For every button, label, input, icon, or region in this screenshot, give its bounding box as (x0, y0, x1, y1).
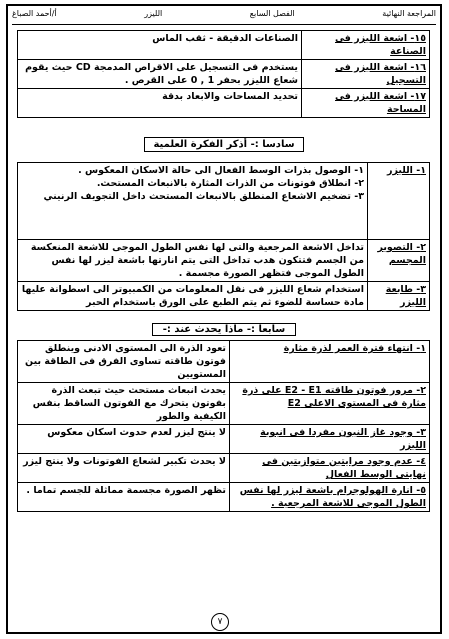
page-number: ٧ (211, 613, 229, 631)
row-label: ١٦- اشعة الليزر فى التسجيل (302, 60, 430, 89)
section-7-title: سابعا :- ماذا يحدث عند :- (152, 323, 296, 336)
table-row (18, 425, 430, 454)
header-teacher: أ/أحمد الصباغ (12, 9, 57, 18)
section-6-title: سادسا :- أذكر الفكرة العلمية (144, 137, 303, 152)
page-content (18, 30, 430, 512)
idea-line: ١- الوصول بذرات الوسط الفعال الى حالة الاسكان المعكوس . (78, 165, 364, 176)
row-label: ١٧- اشعة الليزر فى المساحة (302, 89, 430, 118)
row-label: ٤- عدم وجود مرايتين متوازيتين فى نهايتى الوسط الفعال (230, 454, 430, 483)
row-text: تداخل الاشعة المرجعية والتى لها نفس الطول الموجى للاشعة المنعكسة من الجسم فتتكون هدب تداخل التى يتم انارتها باشعة ليزر لها نفس الطول الموجى فتظهر الصورة مجسمة . (18, 240, 368, 282)
idea-line: ٣- تضخيم الاشعاع المنطلق بالانبعاث المستحث داخل التجويف الرنيني (43, 191, 364, 202)
table-row (18, 483, 430, 512)
section-6-heading (18, 132, 430, 152)
header-chapter: الفصل السابع (249, 9, 295, 18)
table-row (18, 341, 430, 383)
row-text: الصناعات الدقيقة - ثقب الماس (18, 31, 302, 60)
header-title: المراجعة النهائية (382, 9, 436, 18)
table-row (18, 282, 430, 311)
row-text (18, 163, 368, 240)
table-row (18, 60, 430, 89)
table-row (18, 454, 430, 483)
row-label: ٢- التصوير المجسم (368, 240, 430, 282)
header-divider (12, 24, 436, 25)
table-row (18, 163, 430, 240)
row-label: ١- انتهاء فترة العمر لذرة مثارة (230, 341, 430, 383)
happens-table (17, 340, 430, 512)
row-label: ٣- طابعة الليزر (368, 282, 430, 311)
table-row (18, 240, 430, 282)
row-text: تظهر الصورة مجسمة مماثلة للجسم تماما . (18, 483, 230, 512)
table-row (18, 383, 430, 425)
row-text: يستخدم فى التسجيل على الاقراص المدمجة CD حيث يقوم شعاع الليزر بحفر 1 , 0 على القرص . (18, 60, 302, 89)
row-text: لا ينتج ليزر لعدم حدوث اسكان معكوس (18, 425, 230, 454)
row-label: ١٥- اشعة الليزر فى الصناعة (302, 31, 430, 60)
applications-table (17, 30, 430, 118)
table-row (18, 31, 430, 60)
page-header (12, 9, 436, 23)
row-label: ٥- انارة الهولوجرام باشعة ليزر لها نفس الطول الموجى للاشعة المرجعية . (230, 483, 430, 512)
table-row (18, 89, 430, 118)
ideas-table (17, 162, 430, 311)
section-7-heading (18, 317, 430, 336)
row-text: استخدام شعاع الليزر فى نقل المعلومات من الكمبيوتر الى اسطوانة عليها مادة حساسة للضوء ثم يتم الطبع على الورق باستخدام الحبر (18, 282, 368, 311)
row-label: ١- الليزر (368, 163, 430, 240)
idea-line: ٢- انطلاق فوتونات من الذرات المثارة بالانبعاث المستحث. (96, 178, 364, 189)
row-text: تعود الذرة الى المستوى الادنى وينطلق فوتون طاقته تساوى الفرق فى الطاقة بين المستويين (18, 341, 230, 383)
row-label: ٣- وجود غاز النيون مفردا فى انبوبة الليزر (230, 425, 430, 454)
row-text: يحدث انبعاث مستحث حيث تبعث الذرة بفوتون يتحرك مع الفوتون الساقط بنفس الكيفية والطور (18, 383, 230, 425)
row-label: ٢- مرور فوتون طاقته E2 - E1 على ذرة مثارة فى المستوى الاعلى E2 (230, 383, 430, 425)
row-text: لا يحدث تكبير لشعاع الفوتونات ولا ينتج ليزر (18, 454, 230, 483)
header-subject: الليزر (144, 9, 163, 18)
row-text: تحديد المساحات والابعاد بدقة (18, 89, 302, 118)
